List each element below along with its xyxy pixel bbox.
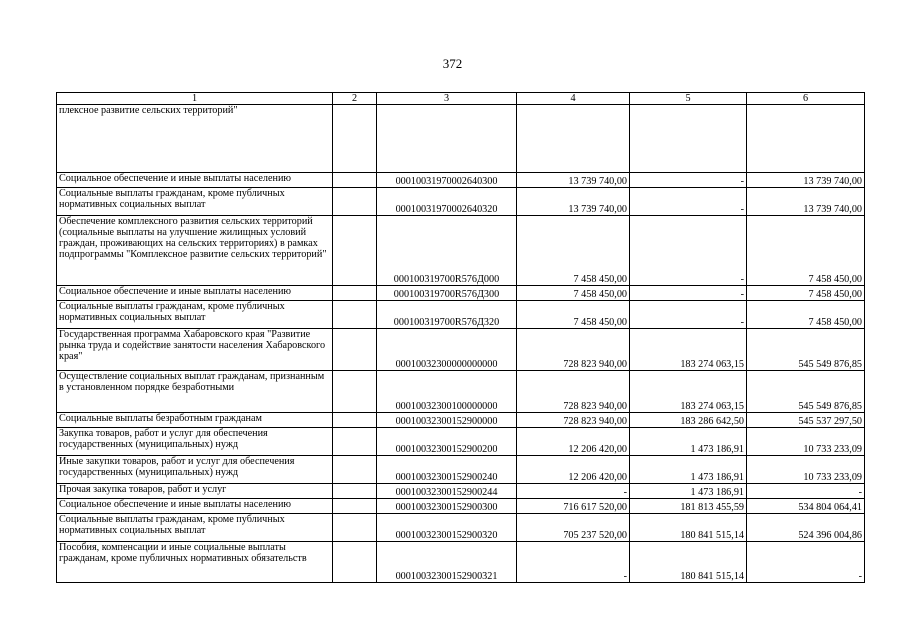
- column-header: 3: [377, 93, 517, 105]
- table-row: [57, 542, 865, 583]
- row-name: Иные закупки товаров, работ и услуг для обеспечения государственных (муниципальных) нужд: [57, 456, 333, 484]
- row-name: Социальные выплаты гражданам, кроме публичных нормативных социальных выплат: [57, 188, 333, 216]
- table-header-row: [57, 93, 865, 105]
- row-name: Обеспечение комплексного развития сельских территорий (социальные выплаты на улучшение жилищных условий граждан, проживающих на сельских территориях) в рамках подпрограммы "Комплексное развитие сельских территорий": [57, 216, 333, 286]
- row-value-6: 545 549 876,85: [747, 329, 865, 371]
- row-value-5: 183 274 063,15: [630, 329, 747, 371]
- row-value-6: 545 537 297,50: [747, 413, 865, 428]
- row-value-6: 7 458 450,00: [747, 216, 865, 286]
- row-name: Социальные выплаты безработным гражданам: [57, 413, 333, 428]
- row-value-6: 13 739 740,00: [747, 173, 865, 188]
- row-value-4: 12 206 420,00: [517, 456, 630, 484]
- row-col2: [333, 484, 377, 499]
- row-value-6: 7 458 450,00: [747, 286, 865, 301]
- row-value-5: -: [630, 216, 747, 286]
- table-row: [57, 499, 865, 514]
- page-number: 372: [442, 56, 463, 71]
- row-value-5: -: [630, 301, 747, 329]
- table-row: [57, 456, 865, 484]
- row-value-6: 545 549 876,85: [747, 371, 865, 413]
- table-row: [57, 105, 865, 173]
- row-code: 00010032300152900200: [377, 428, 517, 456]
- column-header: 5: [630, 93, 747, 105]
- row-value-4: -: [517, 484, 630, 499]
- row-value-6: 13 739 740,00: [747, 188, 865, 216]
- row-value-4: 716 617 520,00: [517, 499, 630, 514]
- row-value-5: 1 473 186,91: [630, 428, 747, 456]
- table-row: [57, 188, 865, 216]
- column-header: 4: [517, 93, 630, 105]
- row-value-4: 728 823 940,00: [517, 329, 630, 371]
- table-row: [57, 484, 865, 499]
- row-code: 00010032300000000000: [377, 329, 517, 371]
- table-row: [57, 301, 865, 329]
- row-value-4: [517, 105, 630, 173]
- row-name: Государственная программа Хабаровского края "Развитие рынка труда и содействие занятости населения Хабаровского края": [57, 329, 333, 371]
- row-name: плексное развитие сельских территорий": [57, 105, 333, 173]
- row-code: 000100319700R576Д300: [377, 286, 517, 301]
- row-name: Социальные выплаты гражданам, кроме публичных нормативных социальных выплат: [57, 514, 333, 542]
- row-value-6: 10 733 233,09: [747, 456, 865, 484]
- row-col2: [333, 514, 377, 542]
- row-code: 000100319700026403​00: [377, 173, 517, 188]
- row-value-6: [747, 105, 865, 173]
- row-col2: [333, 456, 377, 484]
- budget-table: [56, 92, 865, 583]
- row-value-4: 728 823 940,00: [517, 371, 630, 413]
- row-code: 00010032300152900244: [377, 484, 517, 499]
- row-value-5: 181 813 455,59: [630, 499, 747, 514]
- table-row: [57, 371, 865, 413]
- row-code: 00010032300100000000: [377, 371, 517, 413]
- row-value-4: 13 739 740,00: [517, 173, 630, 188]
- row-code: 00010032300152900000: [377, 413, 517, 428]
- row-col2: [333, 428, 377, 456]
- column-header: 1: [57, 93, 333, 105]
- row-code: 000100319700R576Д000: [377, 216, 517, 286]
- row-value-6: 10 733 233,09: [747, 428, 865, 456]
- table-row: [57, 514, 865, 542]
- row-value-4: 13 739 740,00: [517, 188, 630, 216]
- table-row: [57, 428, 865, 456]
- row-code: 000100319700R576Д320: [377, 301, 517, 329]
- row-col2: [333, 105, 377, 173]
- row-value-4: 7 458 450,00: [517, 286, 630, 301]
- row-name: Социальные выплаты гражданам, кроме публичных нормативных социальных выплат: [57, 301, 333, 329]
- table-row: [57, 173, 865, 188]
- row-col2: [333, 216, 377, 286]
- row-name: Социальное обеспечение и иные выплаты населению: [57, 286, 333, 301]
- row-col2: [333, 188, 377, 216]
- row-value-5: [630, 105, 747, 173]
- row-value-5: -: [630, 173, 747, 188]
- table-row: [57, 216, 865, 286]
- row-value-6: 524 396 004,86: [747, 514, 865, 542]
- row-value-6: 534 804 064,41: [747, 499, 865, 514]
- row-name: Пособия, компенсации и иные социальные выплаты гражданам, кроме публичных нормативных обязательств: [57, 542, 333, 583]
- row-value-4: 7 458 450,00: [517, 216, 630, 286]
- row-value-4: -: [517, 542, 630, 583]
- row-value-5: 180 841 515,14: [630, 514, 747, 542]
- row-value-5: -: [630, 188, 747, 216]
- row-value-6: 7 458 450,00: [747, 301, 865, 329]
- row-col2: [333, 542, 377, 583]
- row-value-4: 12 206 420,00: [517, 428, 630, 456]
- row-name: Социальное обеспечение и иные выплаты населению: [57, 173, 333, 188]
- row-code: 00010032300152900320: [377, 514, 517, 542]
- row-value-5: -: [630, 286, 747, 301]
- row-name: Прочая закупка товаров, работ и услуг: [57, 484, 333, 499]
- row-col2: [333, 371, 377, 413]
- row-col2: [333, 173, 377, 188]
- row-code: 00010032300152900240: [377, 456, 517, 484]
- row-value-4: 728 823 940,00: [517, 413, 630, 428]
- row-col2: [333, 286, 377, 301]
- row-code: 00010032300152900321: [377, 542, 517, 583]
- row-value-5: 1 473 186,91: [630, 456, 747, 484]
- row-name: Социальное обеспечение и иные выплаты населению: [57, 499, 333, 514]
- row-col2: [333, 499, 377, 514]
- row-name: Закупка товаров, работ и услуг для обеспечения государственных (муниципальных) нужд: [57, 428, 333, 456]
- row-value-5: 183 274 063,15: [630, 371, 747, 413]
- table-row: [57, 286, 865, 301]
- column-header: 2: [333, 93, 377, 105]
- column-header: 6: [747, 93, 865, 105]
- row-value-5: 1 473 186,91: [630, 484, 747, 499]
- row-value-6: -: [747, 484, 865, 499]
- row-value-6: -: [747, 542, 865, 583]
- row-code: 00010032300152900300: [377, 499, 517, 514]
- row-name: Осуществление социальных выплат гражданам, признанным в установленном порядке безработными: [57, 371, 333, 413]
- row-col2: [333, 413, 377, 428]
- row-value-5: 180 841 515,14: [630, 542, 747, 583]
- row-value-4: 705 237 520,00: [517, 514, 630, 542]
- row-value-5: 183 286 642,50: [630, 413, 747, 428]
- row-value-4: 7 458 450,00: [517, 301, 630, 329]
- table-row: [57, 329, 865, 371]
- table-row: [57, 413, 865, 428]
- row-col2: [333, 301, 377, 329]
- row-code: [377, 105, 517, 173]
- row-col2: [333, 329, 377, 371]
- row-code: 00010031970002640320: [377, 188, 517, 216]
